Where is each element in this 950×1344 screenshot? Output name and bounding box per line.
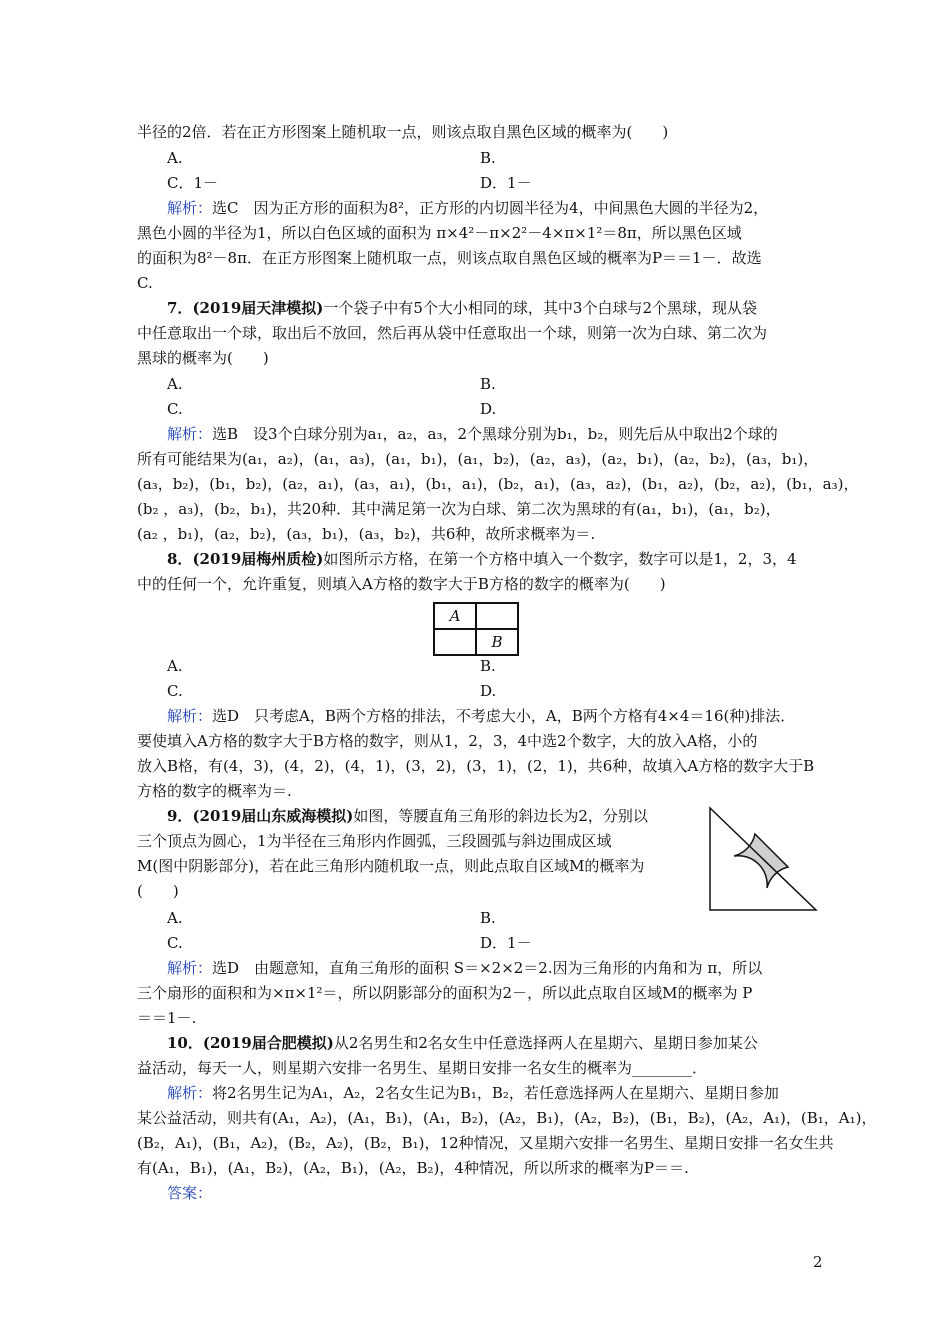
q7-solution-line: (a₃，b₂)，(b₁，b₂)，(a₂，a₁)，(a₃，a₁)，(b₁，a₁)，(b₂，a₁)，(a₃，a₂)，(b₁，a₂)，(b₂，a₂)，(b₁，a₃)， <box>137 475 859 493</box>
q8-stem-text: 如图所示方格，在第一个方格中填入一个数字，数字可以是1，2，3，4 <box>323 550 797 568</box>
q10-solution-line: (B₂，A₁)，(B₁，A₂)，(B₂，A₂)，(B₂，B₁)，12种情况，又星期六安排一名男生、星期日安排一名女生共 <box>137 1134 834 1152</box>
q9-option-c: C. <box>167 934 183 952</box>
q8-stem-line: 中的任何一个，允许重复，则填入A方格的数字大于B方格的数字的概率为( ) <box>137 575 666 593</box>
q7-number: 7． <box>167 299 193 317</box>
q7-option-c: C. <box>167 400 183 418</box>
q7-solution-line: 所有可能结果为(a₁，a₂)，(a₁，a₃)，(a₁，b₁)，(a₁，b₂)，(a₂，a₃)，(a₂，b₁)，(a₂，b₂)，(a₃，b₁)， <box>137 450 819 468</box>
solution-label: 解析： <box>167 425 213 443</box>
q8-grid-figure <box>433 602 519 656</box>
solution-label: 解析： <box>167 707 213 725</box>
q8-source: (2019届梅州质检) <box>192 550 324 568</box>
q10-source: (2019届合肥模拟) <box>202 1034 334 1052</box>
q7-solution-line <box>167 423 778 445</box>
q7-stem-line <box>167 297 757 319</box>
solution-label: 解析： <box>167 959 213 977</box>
page-number: 2 <box>813 1253 823 1271</box>
q7-option-b: B. <box>480 375 496 393</box>
q6-solution-line: 黑色小圆的半径为1，所以白色区域的面积为 π×4²－π×2²－4×π×1²＝8π，所以黑色区域 <box>137 224 742 242</box>
q10-stem-text: 从2名男生和2名女生中任意选择两人在星期六、星期日参加某公 <box>333 1034 758 1052</box>
q9-triangle-figure <box>708 806 820 912</box>
q9-solution-line <box>167 957 762 979</box>
q7-source: (2019届天津模拟) <box>192 299 324 317</box>
q9-number: 9． <box>167 807 193 825</box>
q9-option-d: D．1－ <box>480 934 532 952</box>
q8-solution-text: 选D 只考虑A，B两个方格的排法，不考虑大小，A，B两个方格有4×4＝16(种)排法． <box>212 707 796 725</box>
q9-stem-line: M(图中阴影部分)，若在此三角形内随机取一点，则此点取自区域M的概率为 <box>137 857 645 875</box>
q9-solution-line: ＝＝1－. <box>137 1009 197 1027</box>
q9-option-b: B. <box>480 909 496 927</box>
q10-solution-line: 某公益活动，则共有(A₁，A₂)，(A₁，B₁)，(A₁，B₂)，(A₂，B₁)，(A₂，B₂)，(B₁，B₂)，(A₂，A₁)，(B₁，A₁)， <box>137 1109 877 1127</box>
q10-solution-line: 有(A₁，B₁)，(A₁，B₂)，(A₂，B₁)，(A₂，B₂)，4种情况，所以所求的概率为P＝＝. <box>137 1159 689 1177</box>
q7-option-a: A. <box>167 375 183 393</box>
q9-solution-line: 三个扇形的面积和为×π×1²＝，所以阴影部分的面积为2－，所以此点取自区域M的概率为 P <box>137 984 753 1002</box>
q9-stem-text: 如图，等腰直角三角形的斜边长为2，分别以 <box>353 807 648 825</box>
q6-solution-line <box>167 197 768 219</box>
q9-option-a: A. <box>167 909 183 927</box>
q9-stem-line: ( ) <box>137 882 179 900</box>
triangle-outline <box>710 808 816 910</box>
q9-stem-line <box>167 805 648 827</box>
q10-number: 10． <box>167 1034 203 1052</box>
q8-number: 8． <box>167 550 193 568</box>
q6-stem: 半径的2倍．若在正方形图案上随机取一点，则该点取自黑色区域的概率为( ) <box>137 123 669 141</box>
q10-stem-line <box>167 1032 758 1054</box>
solution-label: 解析： <box>167 1084 213 1102</box>
q9-solution-text: 选D 由题意知，直角三角形的面积 S＝×2×2＝2.因为三角形的内角和为 π，所以 <box>212 959 763 977</box>
q7-solution-line: (b₂ ，a₃)，(b₂，b₁)，共20种．其中满足第一次为白球、第二次为黑球的有(a₁，b₁)，(a₁，b₂)， <box>137 500 781 518</box>
q6-option-a: A. <box>167 149 183 167</box>
q6-solution-line: 的面积为8²－8π．在正方形图案上随机取一点，则该点取自黑色区域的概率为P＝＝1－．故选 <box>137 249 762 267</box>
answer-label: 答案： <box>167 1184 213 1202</box>
q8-option-b: B. <box>480 657 496 675</box>
q6-option-c: C．1－ <box>167 174 219 192</box>
q9-stem-line: 三个顶点为圆心，1为半径在三角形内作圆弧，三段圆弧与斜边围成区域 <box>137 832 612 850</box>
solution-label: 解析： <box>167 199 213 217</box>
q6-solution-line: C. <box>137 274 153 292</box>
q8-option-a: A. <box>167 657 183 675</box>
q8-solution-line: 放入B格，有(4，3)，(4，2)，(4，1)，(3，2)，(3，1)，(2，1)，共6种，故填入A方格的数字大于B <box>137 757 815 775</box>
grid-cell-a: A <box>434 603 476 629</box>
q8-stem-line <box>167 548 797 570</box>
grid-cell <box>434 629 476 655</box>
q7-option-d: D. <box>480 400 497 418</box>
q8-solution-line <box>167 705 795 727</box>
q6-option-d: D．1－ <box>480 174 532 192</box>
q9-source: (2019届山东威海模拟) <box>192 807 354 825</box>
q7-stem-text: 一个袋子中有5个大小相同的球，其中3个白球与2个黑球，现从袋 <box>323 299 758 317</box>
grid-cell <box>476 603 518 629</box>
q10-stem-line: 益活动，每天一人，则星期六安排一名男生、星期日安排一名女生的概率为________． <box>137 1059 708 1077</box>
q8-solution-line: 方格的数字的概率为＝. <box>137 782 292 800</box>
q8-option-d: D. <box>480 682 497 700</box>
q10-solution-line <box>167 1082 779 1104</box>
grid-cell-b: B <box>476 629 518 655</box>
q7-solution-line: (a₂ ，b₁)，(a₂，b₂)，(a₃，b₁)，(a₃，b₂)，共6种，故所求概率为＝. <box>137 525 596 543</box>
q7-stem-line: 中任意取出一个球，取出后不放回，然后再从袋中任意取出一个球，则第一次为白球、第二次为 <box>137 324 768 342</box>
q7-stem-line: 黑球的概率为( ) <box>137 349 269 367</box>
q10-solution-text: 将2名男生记为A₁，A₂，2名女生记为B₁，B₂，若任意选择两人在星期六、星期日参加 <box>212 1084 779 1102</box>
q6-solution-text: 选C 因为正方形的面积为8²，正方形的内切圆半径为4，中间黑色大圆的半径为2， <box>212 199 769 217</box>
q7-solution-text: 选B 设3个白球分别为a₁，a₂，a₃，2个黑球分别为b₁，b₂，则先后从中取出2个球的 <box>212 425 778 443</box>
shaded-region-m <box>734 834 788 888</box>
q6-option-b: B. <box>480 149 496 167</box>
q8-option-c: C. <box>167 682 183 700</box>
q8-solution-line: 要使填入A方格的数字大于B方格的数字，则从1，2，3，4中选2个数字，大的放入A格，小的 <box>137 732 758 750</box>
